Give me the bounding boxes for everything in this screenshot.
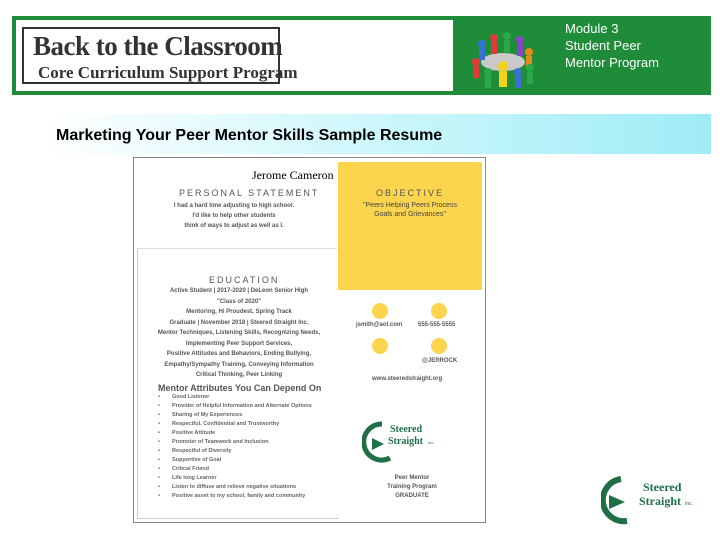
education-line: "Class of 2020" xyxy=(216,298,262,305)
email-icon xyxy=(372,303,388,319)
svg-text:Inc.: Inc. xyxy=(685,501,694,507)
steered-straight-logo xyxy=(362,418,442,468)
svg-text:Steered: Steered xyxy=(643,480,682,494)
module-line-3: Mentor Program xyxy=(565,55,659,70)
peer-mentor-credential xyxy=(372,474,452,501)
logo-title: Back to the Classroom xyxy=(33,31,283,61)
attributes-heading: Mentor Attributes You Can Depend On xyxy=(158,383,322,393)
section-divider xyxy=(137,248,337,249)
list-item: • Respectful, Confidential and Trustworthy xyxy=(158,420,338,429)
header-banner xyxy=(12,16,711,95)
list-item: • Life long Learner xyxy=(158,474,338,483)
social-icon xyxy=(372,338,388,354)
credential-line: Peer Mentor xyxy=(394,475,430,481)
education-heading: EDUCATION xyxy=(209,275,280,285)
education-line: Implementing Peer Support Services, xyxy=(185,340,293,347)
statement-text xyxy=(169,201,299,231)
program-logo xyxy=(22,27,298,84)
list-item: • Supportive of Goal xyxy=(158,456,338,465)
list-item: • Positive asset to my school, family and community xyxy=(158,492,338,501)
objective-panel xyxy=(338,162,482,290)
svg-text:Steered: Steered xyxy=(390,424,423,435)
statement-line: I'd like to help other students xyxy=(192,213,276,219)
contact-handle: @JERROCK xyxy=(422,358,458,364)
objective-line: Goals and Grievances" xyxy=(374,211,446,218)
corner-steered-straight-logo xyxy=(601,473,701,529)
list-item: • Critical Friend xyxy=(158,465,338,474)
list-item: • Respectful of Diversity xyxy=(158,447,338,456)
education-line: Mentor Techniques, Listening Skills, Recognizing Needs, xyxy=(157,330,321,336)
module-line-2: Student Peer xyxy=(565,38,641,53)
list-item: • Listen to diffuse and relieve negative situations xyxy=(158,483,338,492)
svg-text:Straight: Straight xyxy=(639,494,681,508)
list-item: • Positive Attitude xyxy=(158,429,338,438)
list-item: • Good Listener xyxy=(158,393,338,402)
education-line: Critical Thinking, Peer Linking xyxy=(195,372,283,378)
credential-line: GRADUATE xyxy=(395,493,429,499)
logo-panel xyxy=(16,20,453,91)
list-item: • Provider of Helpful Information and Alternate Options xyxy=(158,402,338,411)
team-meeting-icon xyxy=(468,28,538,92)
list-item: • Promoter of Teamwork and Inclusion xyxy=(158,438,338,447)
education-line: Active Student | 2017-2020 | DeLeon Senior High xyxy=(169,288,309,294)
objective-text xyxy=(344,201,476,219)
statement-heading: PERSONAL STATEMENT xyxy=(179,188,320,198)
credential-line: Training Program xyxy=(387,484,437,490)
education-line: Empathy/Sympathy Training, Conveying Information xyxy=(164,361,314,368)
sample-resume xyxy=(133,157,486,523)
statement-line: think of ways to adjust as well as I. xyxy=(184,223,284,229)
contact-phone: 555-555-5555 xyxy=(418,322,456,328)
statement-line: I had a hard time adjusting to high school. xyxy=(173,203,295,209)
twitter-icon xyxy=(431,338,447,354)
phone-icon xyxy=(431,303,447,319)
module-number: Module 3 xyxy=(565,21,619,36)
objective-heading: OBJECTIVE xyxy=(375,188,444,198)
svg-text:Straight: Straight xyxy=(388,436,423,447)
svg-text:Inc.: Inc. xyxy=(428,440,435,445)
slide-title: Marketing Your Peer Mentor Skills Sample Resume xyxy=(56,127,443,144)
contact-website: www.steeredstraight.org xyxy=(372,376,443,382)
list-item: • Sharing of My Experiences xyxy=(158,411,338,420)
education-line: Mentoring, Hi Proudest, Spring Track xyxy=(186,309,292,315)
contact-email: jsmith@aol.com xyxy=(356,322,403,328)
resume-name: Jerome Cameron xyxy=(252,168,334,182)
attributes-list xyxy=(158,393,338,501)
objective-line: "Peers Helping Peers Process xyxy=(363,202,457,209)
module-label xyxy=(565,20,659,71)
education-line: Graduate | November 2018 | Steered Straight Inc. xyxy=(169,319,309,326)
education-text xyxy=(149,286,329,381)
logo-subtitle: Core Curriculum Support Program xyxy=(38,63,298,82)
education-line: Positive Attitudes and Behaviors, Ending Bullying, xyxy=(166,351,312,357)
